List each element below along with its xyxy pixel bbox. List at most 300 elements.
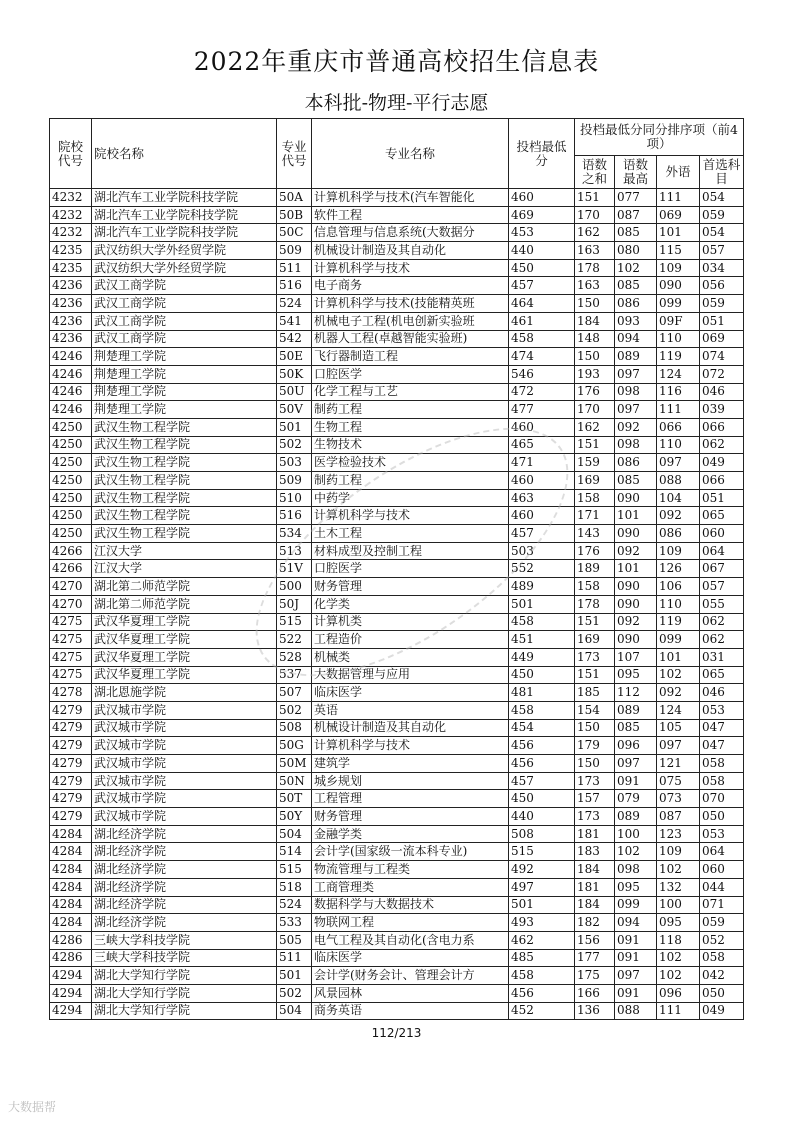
header-sub-foreign: 外语	[657, 156, 700, 189]
cell-major-name: 土木工程	[312, 525, 509, 543]
cell-school-name: 武汉华夏理工学院	[92, 648, 277, 666]
cell-school-name: 武汉纺织大学外经贸学院	[92, 259, 277, 277]
cell-major-code: 522	[277, 631, 312, 649]
cell-school-name: 湖北经济学院	[92, 896, 277, 914]
cell-yushu-sum: 151	[575, 613, 615, 631]
cell-yushu-max: 090	[615, 578, 657, 596]
cell-school-name: 湖北大学知行学院	[92, 967, 277, 985]
cell-min-score: 460	[509, 472, 575, 490]
cell-school-code: 4279	[50, 790, 92, 808]
table-row	[50, 401, 744, 419]
cell-school-code: 4270	[50, 578, 92, 596]
cell-yushu-sum: 143	[575, 525, 615, 543]
watermark-text: 大数据帮	[8, 1100, 57, 1114]
cell-major-code: 515	[277, 613, 312, 631]
cell-major-code: 504	[277, 825, 312, 843]
cell-first-subject: 065	[700, 666, 744, 684]
cell-yushu-max: 099	[615, 896, 657, 914]
cell-min-score: 440	[509, 242, 575, 260]
page-subtitle: 本科批-物理-平行志愿	[304, 92, 489, 114]
cell-first-subject: 057	[700, 242, 744, 260]
cell-school-code: 4279	[50, 772, 92, 790]
cell-school-code: 4232	[50, 189, 92, 207]
header-min-score: 投档最低分	[509, 119, 575, 189]
cell-foreign: 104	[657, 489, 700, 507]
table-row	[50, 631, 744, 649]
cell-yushu-max: 091	[615, 772, 657, 790]
cell-school-code: 4284	[50, 861, 92, 879]
cell-foreign: 105	[657, 719, 700, 737]
cell-yushu-max: 112	[615, 684, 657, 702]
cell-first-subject: 056	[700, 277, 744, 295]
cell-min-score: 469	[509, 206, 575, 224]
cell-yushu-max: 097	[615, 365, 657, 383]
cell-min-score: 449	[509, 648, 575, 666]
cell-min-score: 481	[509, 684, 575, 702]
table-row	[50, 489, 744, 507]
cell-major-name: 计算机类	[312, 613, 509, 631]
cell-min-score: 552	[509, 560, 575, 578]
cell-major-code: 50A	[277, 189, 312, 207]
cell-school-name: 武汉生物工程学院	[92, 418, 277, 436]
cell-foreign: 096	[657, 984, 700, 1002]
cell-min-score: 458	[509, 967, 575, 985]
cell-foreign: 095	[657, 914, 700, 932]
cell-major-code: 516	[277, 277, 312, 295]
cell-school-name: 武汉城市学院	[92, 701, 277, 719]
cell-school-name: 武汉华夏理工学院	[92, 666, 277, 684]
cell-yushu-sum: 177	[575, 949, 615, 967]
cell-yushu-max: 090	[615, 595, 657, 613]
cell-major-code: 50K	[277, 365, 312, 383]
cell-major-name: 财务管理	[312, 808, 509, 826]
cell-major-code: 50V	[277, 401, 312, 419]
cell-major-name: 化学工程与工艺	[312, 383, 509, 401]
cell-yushu-max: 102	[615, 843, 657, 861]
cell-yushu-max: 086	[615, 454, 657, 472]
cell-school-code: 4279	[50, 719, 92, 737]
cell-school-name: 三峡大学科技学院	[92, 931, 277, 949]
cell-foreign: 102	[657, 967, 700, 985]
table-row	[50, 312, 744, 330]
cell-school-name: 湖北第二师范学院	[92, 578, 277, 596]
cell-major-name: 电气工程及其自动化(含电力系	[312, 931, 509, 949]
cell-foreign: 111	[657, 1002, 700, 1020]
cell-foreign: 109	[657, 843, 700, 861]
cell-foreign: 092	[657, 684, 700, 702]
cell-first-subject: 049	[700, 454, 744, 472]
cell-major-name: 物联网工程	[312, 914, 509, 932]
table-row	[50, 436, 744, 454]
cell-major-code: 500	[277, 578, 312, 596]
cell-yushu-sum: 157	[575, 790, 615, 808]
header-sub-yushu-sum: 语数之和	[575, 156, 615, 189]
cell-min-score: 456	[509, 755, 575, 773]
cell-school-name: 三峡大学科技学院	[92, 949, 277, 967]
cell-first-subject: 058	[700, 755, 744, 773]
cell-foreign: 118	[657, 931, 700, 949]
cell-yushu-max: 097	[615, 967, 657, 985]
cell-major-code: 505	[277, 931, 312, 949]
cell-foreign: 075	[657, 772, 700, 790]
cell-yushu-max: 107	[615, 648, 657, 666]
cell-min-score: 456	[509, 984, 575, 1002]
cell-school-name: 武汉生物工程学院	[92, 472, 277, 490]
cell-first-subject: 052	[700, 931, 744, 949]
cell-foreign: 102	[657, 861, 700, 879]
cell-yushu-sum: 170	[575, 206, 615, 224]
cell-yushu-sum: 166	[575, 984, 615, 1002]
header-school-name: 院校名称	[92, 119, 277, 189]
cell-school-code: 4279	[50, 808, 92, 826]
cell-yushu-max: 098	[615, 436, 657, 454]
cell-major-name: 临床医学	[312, 949, 509, 967]
cell-foreign: 121	[657, 755, 700, 773]
cell-school-name: 湖北经济学院	[92, 861, 277, 879]
cell-yushu-sum: 150	[575, 295, 615, 313]
cell-yushu-max: 093	[615, 312, 657, 330]
cell-first-subject: 047	[700, 737, 744, 755]
cell-foreign: 111	[657, 401, 700, 419]
cell-school-code: 4279	[50, 737, 92, 755]
table-row	[50, 648, 744, 666]
cell-major-code: 516	[277, 507, 312, 525]
cell-yushu-sum: 156	[575, 931, 615, 949]
table-row	[50, 825, 744, 843]
cell-foreign: 073	[657, 790, 700, 808]
cell-yushu-sum: 162	[575, 418, 615, 436]
cell-major-name: 计算机科学与技术	[312, 259, 509, 277]
cell-yushu-sum: 159	[575, 454, 615, 472]
cell-school-name: 湖北经济学院	[92, 825, 277, 843]
cell-school-code: 4275	[50, 631, 92, 649]
cell-yushu-max: 079	[615, 790, 657, 808]
cell-school-name: 荆楚理工学院	[92, 348, 277, 366]
cell-first-subject: 071	[700, 896, 744, 914]
cell-min-score: 460	[509, 507, 575, 525]
cell-school-name: 武汉城市学院	[92, 755, 277, 773]
cell-min-score: 450	[509, 666, 575, 684]
cell-major-name: 大数据管理与应用	[312, 666, 509, 684]
cell-school-name: 武汉华夏理工学院	[92, 631, 277, 649]
cell-school-name: 武汉城市学院	[92, 790, 277, 808]
cell-first-subject: 067	[700, 560, 744, 578]
cell-major-name: 计算机科学与技术	[312, 737, 509, 755]
table-row	[50, 1002, 744, 1020]
cell-school-code: 4250	[50, 472, 92, 490]
cell-major-name: 数据科学与大数据技术	[312, 896, 509, 914]
cell-yushu-sum: 158	[575, 578, 615, 596]
cell-yushu-sum: 175	[575, 967, 615, 985]
cell-min-score: 474	[509, 348, 575, 366]
cell-major-name: 工商管理类	[312, 878, 509, 896]
cell-major-code: 509	[277, 242, 312, 260]
cell-school-code: 4284	[50, 825, 92, 843]
cell-yushu-sum: 136	[575, 1002, 615, 1020]
page-title: 2022年重庆市普通高校招生信息表	[193, 47, 600, 76]
cell-school-name: 荆楚理工学院	[92, 401, 277, 419]
cell-major-code: 515	[277, 861, 312, 879]
table-row	[50, 984, 744, 1002]
cell-yushu-max: 094	[615, 914, 657, 932]
cell-min-score: 457	[509, 277, 575, 295]
table-row	[50, 931, 744, 949]
table-row	[50, 472, 744, 490]
cell-min-score: 501	[509, 595, 575, 613]
cell-first-subject: 039	[700, 401, 744, 419]
cell-yushu-sum: 182	[575, 914, 615, 932]
cell-yushu-sum: 151	[575, 436, 615, 454]
cell-school-name: 武汉纺织大学外经贸学院	[92, 242, 277, 260]
cell-foreign: 097	[657, 454, 700, 472]
cell-foreign: 109	[657, 542, 700, 560]
cell-major-code: 518	[277, 878, 312, 896]
cell-school-code: 4250	[50, 507, 92, 525]
cell-major-code: 50B	[277, 206, 312, 224]
cell-foreign: 087	[657, 808, 700, 826]
cell-school-name: 武汉城市学院	[92, 772, 277, 790]
table-row	[50, 772, 744, 790]
cell-major-code: 50Y	[277, 808, 312, 826]
cell-foreign: 099	[657, 295, 700, 313]
cell-major-name: 临床医学	[312, 684, 509, 702]
cell-first-subject: 050	[700, 984, 744, 1002]
cell-first-subject: 044	[700, 878, 744, 896]
cell-major-code: 51V	[277, 560, 312, 578]
cell-major-code: 50C	[277, 224, 312, 242]
cell-major-code: 511	[277, 259, 312, 277]
cell-yushu-sum: 150	[575, 755, 615, 773]
table-row	[50, 967, 744, 985]
cell-school-code: 4250	[50, 418, 92, 436]
cell-school-code: 4232	[50, 206, 92, 224]
cell-school-name: 湖北经济学院	[92, 914, 277, 932]
cell-first-subject: 047	[700, 719, 744, 737]
cell-first-subject: 031	[700, 648, 744, 666]
cell-yushu-sum: 148	[575, 330, 615, 348]
cell-school-name: 武汉工商学院	[92, 330, 277, 348]
cell-yushu-sum: 171	[575, 507, 615, 525]
cell-yushu-max: 096	[615, 737, 657, 755]
cell-yushu-max: 102	[615, 259, 657, 277]
cell-major-code: 501	[277, 418, 312, 436]
cell-yushu-sum: 176	[575, 383, 615, 401]
cell-school-name: 湖北汽车工业学院科技学院	[92, 224, 277, 242]
cell-major-code: 533	[277, 914, 312, 932]
cell-first-subject: 070	[700, 790, 744, 808]
cell-yushu-sum: 193	[575, 365, 615, 383]
cell-school-code: 4236	[50, 295, 92, 313]
cell-major-code: 50J	[277, 595, 312, 613]
table-row	[50, 737, 744, 755]
cell-min-score: 460	[509, 418, 575, 436]
cell-school-code: 4284	[50, 878, 92, 896]
cell-school-code: 4235	[50, 259, 92, 277]
cell-major-code: 542	[277, 330, 312, 348]
cell-school-code: 4250	[50, 489, 92, 507]
cell-major-code: 502	[277, 984, 312, 1002]
cell-foreign: 111	[657, 189, 700, 207]
cell-major-code: 50T	[277, 790, 312, 808]
cell-foreign: 109	[657, 259, 700, 277]
cell-first-subject: 062	[700, 631, 744, 649]
cell-foreign: 097	[657, 737, 700, 755]
cell-school-name: 武汉城市学院	[92, 737, 277, 755]
cell-foreign: 088	[657, 472, 700, 490]
cell-yushu-max: 098	[615, 861, 657, 879]
cell-yushu-sum: 163	[575, 277, 615, 295]
cell-first-subject: 046	[700, 684, 744, 702]
cell-foreign: 110	[657, 595, 700, 613]
cell-foreign: 069	[657, 206, 700, 224]
cell-first-subject: 042	[700, 967, 744, 985]
cell-school-name: 武汉华夏理工学院	[92, 613, 277, 631]
cell-school-code: 4266	[50, 542, 92, 560]
cell-first-subject: 066	[700, 472, 744, 490]
table-row	[50, 914, 744, 932]
cell-foreign: 101	[657, 224, 700, 242]
table-row	[50, 755, 744, 773]
cell-major-code: 501	[277, 967, 312, 985]
cell-school-name: 湖北第二师范学院	[92, 595, 277, 613]
cell-yushu-max: 085	[615, 719, 657, 737]
cell-school-name: 湖北经济学院	[92, 878, 277, 896]
cell-major-code: 50N	[277, 772, 312, 790]
cell-school-code: 4294	[50, 1002, 92, 1020]
cell-first-subject: 074	[700, 348, 744, 366]
cell-first-subject: 051	[700, 312, 744, 330]
cell-school-name: 武汉生物工程学院	[92, 436, 277, 454]
cell-major-name: 电子商务	[312, 277, 509, 295]
cell-foreign: 116	[657, 383, 700, 401]
table-row	[50, 790, 744, 808]
cell-min-score: 462	[509, 931, 575, 949]
table-row	[50, 896, 744, 914]
cell-first-subject: 049	[700, 1002, 744, 1020]
cell-school-code: 4284	[50, 843, 92, 861]
cell-yushu-max: 088	[615, 1002, 657, 1020]
table-row	[50, 525, 744, 543]
cell-school-code: 4246	[50, 401, 92, 419]
cell-first-subject: 062	[700, 436, 744, 454]
table-row	[50, 259, 744, 277]
cell-yushu-sum: 169	[575, 631, 615, 649]
cell-major-code: 537	[277, 666, 312, 684]
cell-major-code: 507	[277, 684, 312, 702]
cell-school-code: 4232	[50, 224, 92, 242]
cell-school-code: 4235	[50, 242, 92, 260]
cell-yushu-sum: 178	[575, 259, 615, 277]
cell-yushu-max: 092	[615, 418, 657, 436]
cell-major-name: 金融学类	[312, 825, 509, 843]
cell-yushu-max: 090	[615, 525, 657, 543]
cell-yushu-max: 100	[615, 825, 657, 843]
cell-yushu-max: 101	[615, 560, 657, 578]
cell-major-code: 524	[277, 295, 312, 313]
cell-first-subject: 059	[700, 206, 744, 224]
cell-school-name: 武汉工商学院	[92, 312, 277, 330]
cell-first-subject: 034	[700, 259, 744, 277]
cell-yushu-sum: 179	[575, 737, 615, 755]
cell-foreign: 09F	[657, 312, 700, 330]
cell-first-subject: 057	[700, 578, 744, 596]
cell-yushu-sum: 173	[575, 808, 615, 826]
cell-school-code: 4275	[50, 648, 92, 666]
cell-major-code: 511	[277, 949, 312, 967]
cell-first-subject: 050	[700, 808, 744, 826]
cell-min-score: 456	[509, 737, 575, 755]
cell-major-name: 机械类	[312, 648, 509, 666]
cell-major-name: 机械电子工程(机电创新实验班	[312, 312, 509, 330]
cell-min-score: 493	[509, 914, 575, 932]
cell-school-code: 4294	[50, 984, 92, 1002]
header-sub-yushu-max: 语数最高	[615, 156, 657, 189]
cell-major-code: 50E	[277, 348, 312, 366]
cell-yushu-sum: 173	[575, 648, 615, 666]
cell-yushu-max: 087	[615, 206, 657, 224]
table-row	[50, 206, 744, 224]
cell-major-name: 材料成型及控制工程	[312, 542, 509, 560]
cell-yushu-max: 095	[615, 666, 657, 684]
table-header	[50, 119, 744, 189]
cell-first-subject: 060	[700, 525, 744, 543]
cell-major-name: 机器人工程(卓越智能实验班)	[312, 330, 509, 348]
cell-yushu-max: 085	[615, 277, 657, 295]
cell-foreign: 106	[657, 578, 700, 596]
cell-yushu-max: 091	[615, 984, 657, 1002]
cell-school-code: 4246	[50, 365, 92, 383]
cell-school-name: 湖北大学知行学院	[92, 1002, 277, 1020]
cell-foreign: 124	[657, 365, 700, 383]
cell-school-name: 武汉城市学院	[92, 808, 277, 826]
cell-min-score: 485	[509, 949, 575, 967]
cell-min-score: 458	[509, 613, 575, 631]
cell-school-name: 武汉工商学院	[92, 295, 277, 313]
cell-major-code: 510	[277, 489, 312, 507]
cell-first-subject: 053	[700, 825, 744, 843]
cell-school-code: 4250	[50, 436, 92, 454]
cell-min-score: 464	[509, 295, 575, 313]
cell-school-code: 4266	[50, 560, 92, 578]
table-row	[50, 613, 744, 631]
cell-major-name: 工程管理	[312, 790, 509, 808]
cell-first-subject: 059	[700, 914, 744, 932]
cell-major-name: 制药工程	[312, 401, 509, 419]
cell-school-code: 4284	[50, 896, 92, 914]
cell-school-name: 武汉城市学院	[92, 719, 277, 737]
table-row	[50, 295, 744, 313]
cell-yushu-max: 101	[615, 507, 657, 525]
cell-first-subject: 054	[700, 224, 744, 242]
cell-yushu-sum: 150	[575, 348, 615, 366]
cell-yushu-sum: 183	[575, 843, 615, 861]
cell-major-name: 医学检验技术	[312, 454, 509, 472]
table-row	[50, 542, 744, 560]
cell-yushu-sum: 162	[575, 224, 615, 242]
cell-major-name: 信息管理与信息系统(大数据分	[312, 224, 509, 242]
cell-yushu-sum: 151	[575, 189, 615, 207]
cell-min-score: 463	[509, 489, 575, 507]
cell-yushu-max: 085	[615, 472, 657, 490]
cell-yushu-sum: 184	[575, 896, 615, 914]
cell-yushu-max: 089	[615, 808, 657, 826]
cell-major-name: 英语	[312, 701, 509, 719]
cell-major-code: 50G	[277, 737, 312, 755]
cell-school-code: 4246	[50, 348, 92, 366]
cell-major-name: 生物技术	[312, 436, 509, 454]
cell-first-subject: 072	[700, 365, 744, 383]
cell-min-score: 460	[509, 189, 575, 207]
